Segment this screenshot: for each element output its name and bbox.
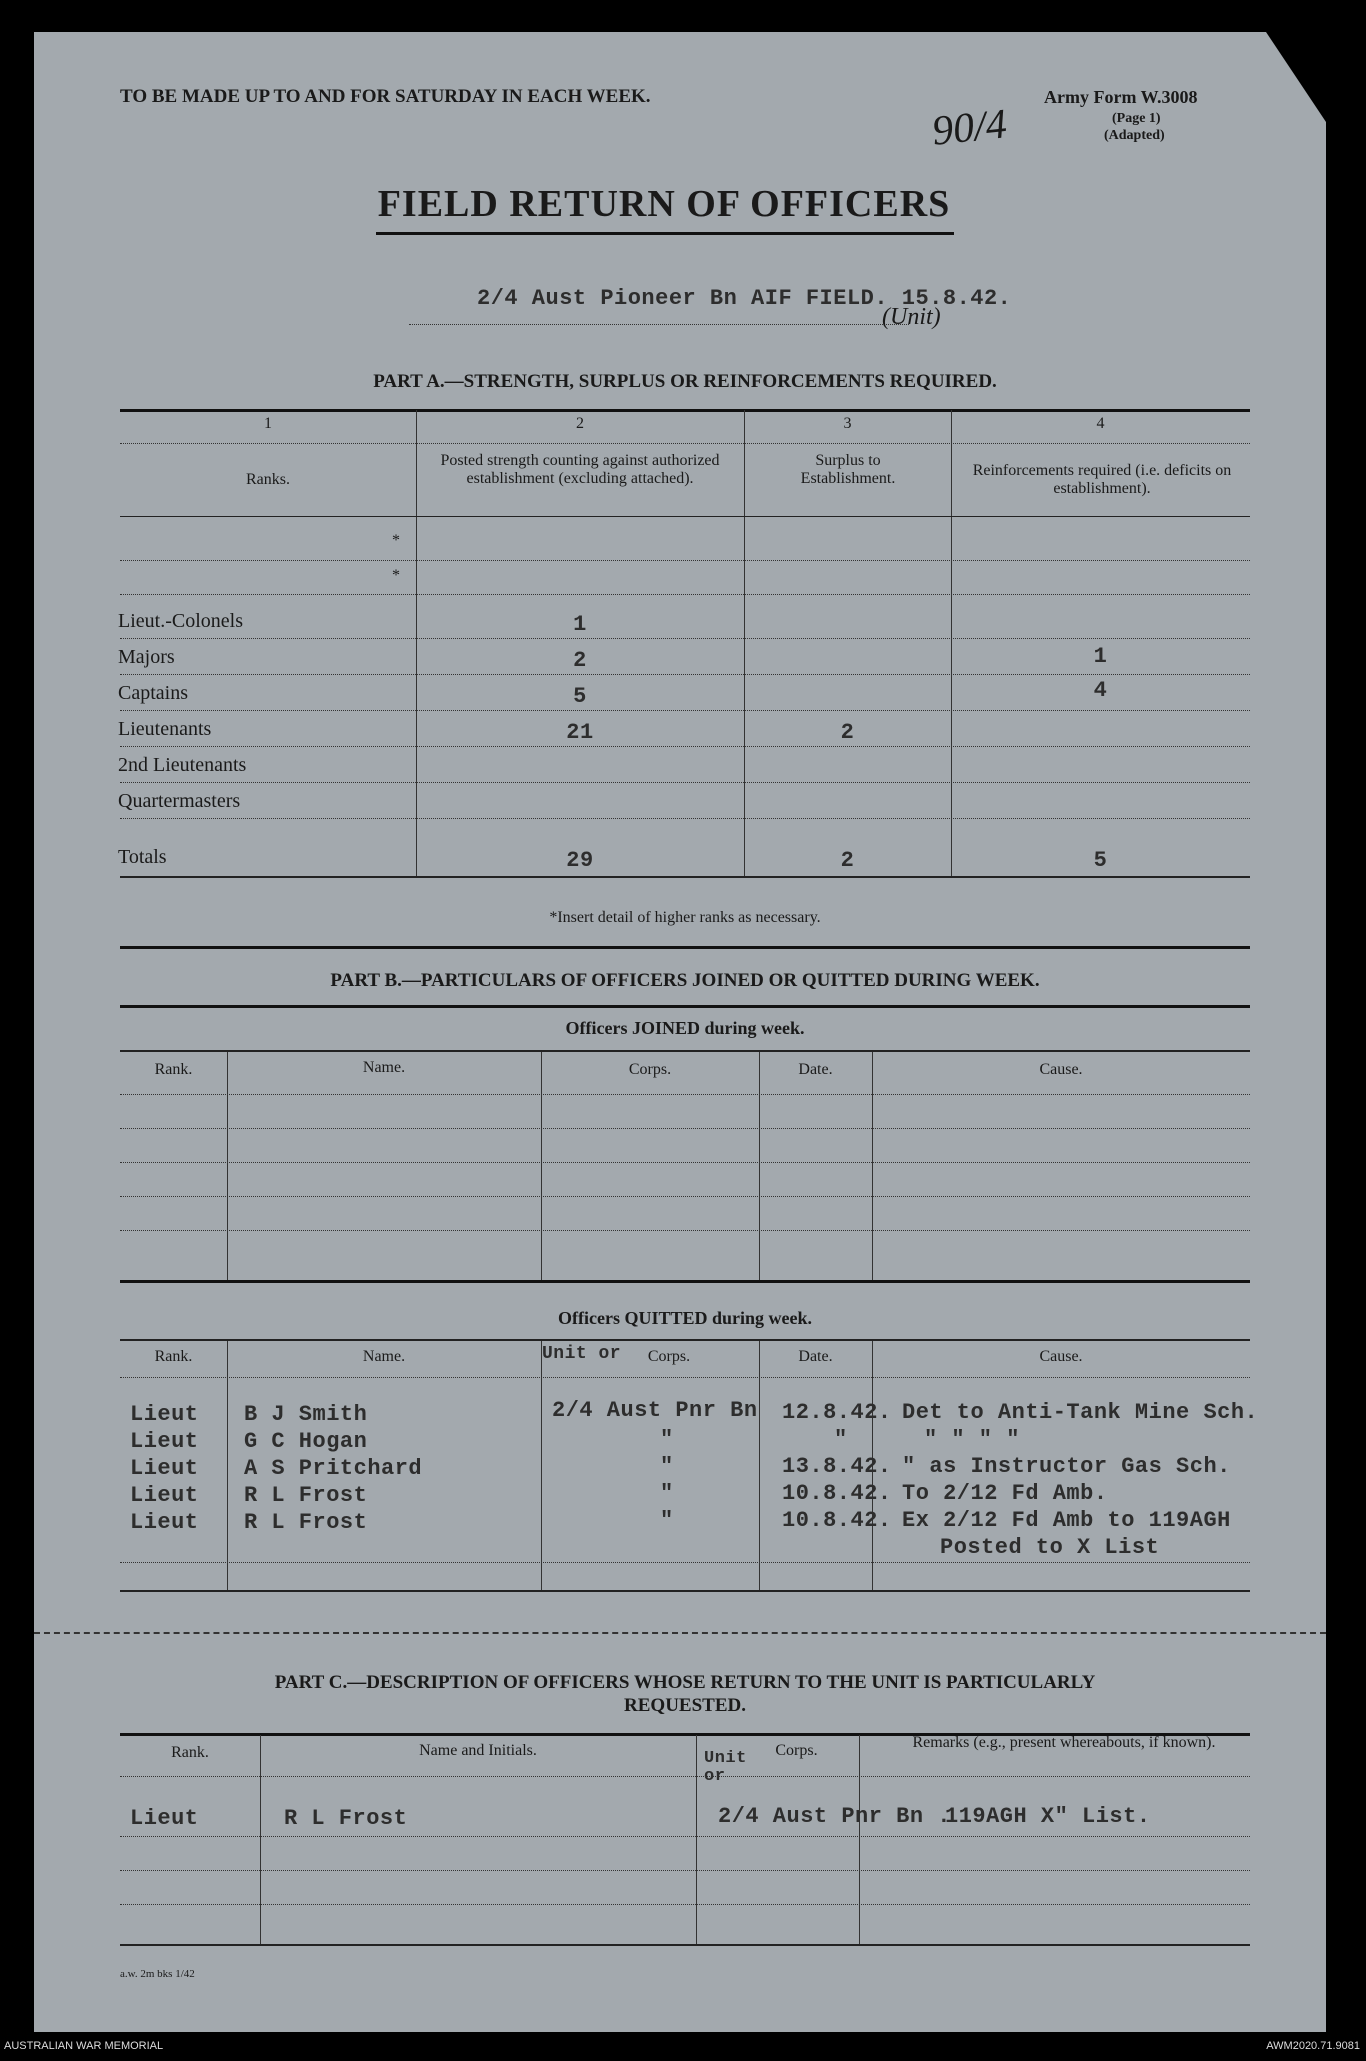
- part-c-heading-1: PART C.—DESCRIPTION OF OFFICERS WHOSE RETURN TO THE UNIT IS PARTICULARLY: [274, 1672, 1096, 1693]
- quitted-name: R L Frost: [244, 1483, 368, 1508]
- surplus-value: 2: [840, 720, 855, 745]
- col-header-reinforcements: Reinforcements required (i.e. deficits on establishment).: [972, 462, 1232, 497]
- col-number-1: 1: [264, 415, 272, 432]
- quitted-name: R L Frost: [244, 1510, 368, 1535]
- part-c-name: R L Frost: [284, 1806, 408, 1831]
- quitted-unit: ": [660, 1454, 674, 1479]
- quitted-name: B J Smith: [244, 1402, 368, 1427]
- print-code: a.w. 2m bks 1/42: [120, 1968, 195, 1980]
- rank-label: Lieutenants: [118, 718, 212, 740]
- quitted-col-corps: Corps.: [647, 1348, 691, 1365]
- rank-label: Quartermasters: [118, 790, 241, 812]
- reinforcements-value: 4: [1093, 678, 1108, 703]
- quitted-cause: " as Instructor Gas Sch.: [902, 1454, 1231, 1479]
- rank-label: 2nd Lieutenants: [118, 754, 247, 776]
- col-header-ranks: Ranks.: [246, 471, 290, 488]
- part-c-rank: Lieut: [130, 1806, 199, 1831]
- quitted-rank: Lieut: [130, 1483, 199, 1508]
- col-number-4: 4: [1096, 415, 1105, 432]
- quitted-unit: ": [660, 1481, 674, 1506]
- totals-posted: 29: [566, 848, 594, 873]
- quitted-date: 10.8.42.: [782, 1508, 892, 1533]
- quitted-rank: Lieut: [130, 1456, 199, 1481]
- part-c-heading-2: REQUESTED.: [624, 1695, 746, 1716]
- archive-footer-left: AUSTRALIAN WAR MEMORIAL: [4, 2040, 164, 2052]
- quitted-date: 12.8.42.: [782, 1400, 892, 1425]
- joined-col-date: Date.: [798, 1061, 833, 1078]
- part-c-col-remarks: Remarks (e.g., present whereabouts, if known).: [912, 1734, 1216, 1751]
- quitted-name: G C Hogan: [244, 1429, 368, 1454]
- unit-or-overtype: Unit or: [542, 1344, 622, 1364]
- quitted-col-date: Date.: [798, 1348, 833, 1365]
- col-header-surplus: Surplus to Establishment.: [800, 452, 896, 487]
- part-c-unit-or-overtype: Unit or: [704, 1749, 747, 1786]
- joined-heading: Officers JOINED during week.: [565, 1018, 805, 1038]
- form-page: (Page 1): [1112, 111, 1161, 126]
- joined-col-corps: Corps.: [628, 1061, 672, 1078]
- quitted-unit: 2/4 Aust Pnr Bn: [552, 1398, 758, 1423]
- quitted-cause: To 2/12 Fd Amb.: [902, 1481, 1108, 1506]
- totals-surplus: 2: [840, 848, 855, 873]
- asterisk-mark-2: *: [392, 567, 400, 584]
- part-c-remarks: 119AGH X" List.: [945, 1804, 1151, 1829]
- joined-col-name: Name.: [362, 1059, 406, 1076]
- perforation-line: [34, 1632, 1326, 1634]
- part-c-col-rank: Rank.: [171, 1744, 209, 1761]
- part-b-heading: PART B.—PARTICULARS OF OFFICERS JOINED OR QUITTED DURING WEEK.: [330, 970, 1040, 991]
- joined-col-cause: Cause.: [1039, 1061, 1083, 1078]
- quitted-cause: Ex 2/12 Fd Amb to 119AGH: [902, 1508, 1231, 1533]
- quitted-date: 13.8.42.: [782, 1454, 892, 1479]
- asterisk-mark-1: *: [392, 532, 400, 549]
- form-adapted: (Adapted): [1104, 128, 1165, 143]
- posted-value: 21: [566, 720, 594, 745]
- quitted-col-cause: Cause.: [1039, 1348, 1083, 1365]
- quitted-date: ": [834, 1427, 848, 1452]
- quitted-cause: " " " ": [924, 1427, 1020, 1452]
- unit-dotted-line: [409, 324, 909, 325]
- reinforcements-value: 1: [1093, 644, 1108, 669]
- totals-label: Totals: [118, 846, 167, 868]
- quitted-unit: ": [660, 1508, 674, 1533]
- part-a-heading: PART A.—STRENGTH, SURPLUS OR REINFORCEMENTS REQUIRED.: [373, 371, 997, 392]
- title-underline: [376, 232, 954, 235]
- col-number-2: 2: [576, 415, 584, 432]
- rank-label: Captains: [118, 682, 188, 704]
- quitted-cause: Det to Anti-Tank Mine Sch.: [902, 1400, 1259, 1425]
- unit-label: (Unit): [882, 304, 941, 330]
- part-c-col-name: Name and Initials.: [419, 1742, 537, 1759]
- posted-value: 5: [573, 684, 587, 709]
- form-sheet: [34, 32, 1326, 2032]
- form-number: Army Form W.3008: [1044, 87, 1198, 107]
- totals-reinforcements: 5: [1093, 848, 1108, 873]
- posted-value: 2: [573, 648, 587, 673]
- rank-label: Lieut.-Colonels: [118, 610, 243, 632]
- quitted-name: A S Pritchard: [244, 1456, 423, 1481]
- col-number-3: 3: [843, 415, 852, 432]
- quitted-posting-note: Posted to X List: [940, 1535, 1160, 1560]
- rank-label: Majors: [118, 646, 175, 668]
- joined-col-rank: Rank.: [154, 1061, 193, 1078]
- quitted-col-name: Name.: [362, 1348, 406, 1365]
- posted-value: 1: [573, 612, 587, 637]
- part-c-unit: 2/4 Aust Pnr Bn .: [718, 1804, 951, 1829]
- quitted-unit: ": [660, 1427, 674, 1452]
- quitted-date: 10.8.42.: [782, 1481, 892, 1506]
- quitted-heading: Officers QUITTED during week.: [558, 1308, 812, 1328]
- quitted-rank: Lieut: [130, 1429, 199, 1454]
- quitted-rank: Lieut: [130, 1510, 199, 1535]
- quitted-rank: Lieut: [130, 1402, 199, 1427]
- torn-corner: [1266, 32, 1326, 122]
- part-c-col-corps: Corps.: [775, 1742, 818, 1759]
- part-a-note: *Insert detail of higher ranks as necessary.: [549, 909, 821, 926]
- archive-footer-right: AWM2020.71.9081: [1266, 2040, 1360, 2052]
- form-title: FIELD RETURN OF OFFICERS: [377, 183, 951, 225]
- instruction-text: TO BE MADE UP TO AND FOR SATURDAY IN EACH WEEK.: [120, 86, 651, 107]
- handwritten-number: 90/4: [929, 101, 1009, 155]
- quitted-col-rank: Rank.: [154, 1348, 193, 1365]
- col-header-posted: Posted strength counting against authorized establishment (excluding attached).: [440, 452, 720, 487]
- part-a-top-rule: [120, 409, 1250, 412]
- unit-value: 2/4 Aust Pioneer Bn AIF FIELD. 15.8.42.: [477, 286, 1012, 311]
